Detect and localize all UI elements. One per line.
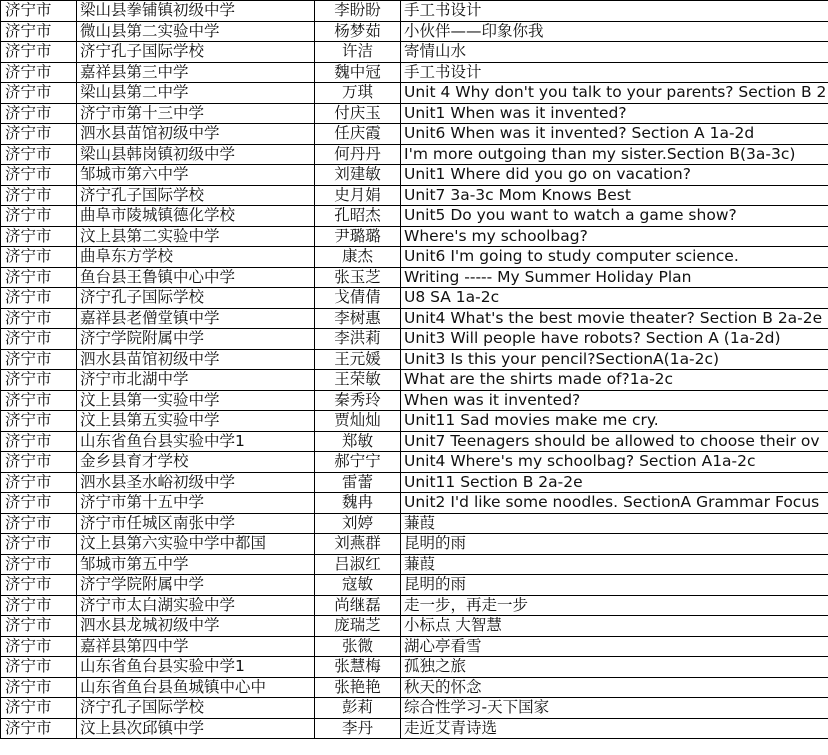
teacher-name-cell: 王元媛	[315, 349, 401, 370]
teacher-name-cell: 刘婷	[315, 513, 401, 534]
school-cell: 汶上县次邱镇中学	[77, 718, 315, 739]
lesson-title-cell: When was it invented?	[401, 390, 828, 411]
lesson-title-cell: Unit7 3a-3c Mom Knows Best	[401, 185, 828, 206]
table-row	[1, 103, 828, 124]
teacher-name-cell: 张艳艳	[315, 677, 401, 698]
teacher-name-cell: 许洁	[315, 42, 401, 63]
lesson-title-cell: 手工书设计	[401, 1, 828, 22]
lesson-title-cell: 小标点 大智慧	[401, 616, 828, 637]
city-cell: 济宁市	[1, 452, 77, 473]
lesson-title-cell: Unit3 Is this your pencil?SectionA(1a-2c)	[401, 349, 828, 370]
lesson-title-cell: 蒹葭	[401, 554, 828, 575]
city-cell: 济宁市	[1, 288, 77, 309]
school-cell: 济宁孔子国际学校	[77, 698, 315, 719]
city-cell: 济宁市	[1, 472, 77, 493]
lesson-title-cell: 手工书设计	[401, 62, 828, 83]
table-row	[1, 21, 828, 42]
teacher-name-cell: 任庆霞	[315, 124, 401, 145]
school-cell: 微山县第二实验中学	[77, 21, 315, 42]
lesson-title-cell: U8 SA 1a-2c	[401, 288, 828, 309]
school-cell: 嘉祥县第三中学	[77, 62, 315, 83]
city-cell: 济宁市	[1, 370, 77, 391]
teacher-name-cell: 雷蕾	[315, 472, 401, 493]
school-cell: 济宁孔子国际学校	[77, 185, 315, 206]
table-row	[1, 165, 828, 186]
table-row	[1, 513, 828, 534]
school-cell: 泗水县龙城初级中学	[77, 616, 315, 637]
lesson-title-cell: Where's my schoolbag?	[401, 226, 828, 247]
school-cell: 邹城市第五中学	[77, 554, 315, 575]
table-row	[1, 247, 828, 268]
city-cell: 济宁市	[1, 103, 77, 124]
teacher-name-cell: 何丹丹	[315, 144, 401, 165]
lesson-title-cell: 寄情山水	[401, 42, 828, 63]
school-cell: 济宁市第十三中学	[77, 103, 315, 124]
table-row	[1, 226, 828, 247]
city-cell: 济宁市	[1, 513, 77, 534]
city-cell: 济宁市	[1, 144, 77, 165]
school-cell: 泗水县圣水峪初级中学	[77, 472, 315, 493]
lesson-title-cell: Unit2 I'd like some noodles. SectionA Grammar Focus	[401, 493, 828, 514]
school-cell: 梁山县第二中学	[77, 83, 315, 104]
school-cell: 鱼台县王鲁镇中心中学	[77, 267, 315, 288]
lesson-title-cell: I'm more outgoing than my sister.Section B(3a-3c)	[401, 144, 828, 165]
teacher-name-cell: 魏冉	[315, 493, 401, 514]
city-cell: 济宁市	[1, 390, 77, 411]
table-row	[1, 636, 828, 657]
lesson-title-cell: Unit1 When was it invented?	[401, 103, 828, 124]
school-cell: 山东省鱼台县实验中学1	[77, 657, 315, 678]
school-cell: 梁山县拳铺镇初级中学	[77, 1, 315, 22]
table-row	[1, 185, 828, 206]
teacher-name-cell: 尚继磊	[315, 595, 401, 616]
school-cell: 邹城市第六中学	[77, 165, 315, 186]
school-cell: 济宁学院附属中学	[77, 329, 315, 350]
city-cell: 济宁市	[1, 698, 77, 719]
school-cell: 汶上县第一实验中学	[77, 390, 315, 411]
school-cell: 汶上县第五实验中学	[77, 411, 315, 432]
table-row	[1, 493, 828, 514]
lesson-title-cell: 昆明的雨	[401, 534, 828, 555]
lesson-title-cell: Unit 4 Why don't you talk to your parents? Section B 2	[401, 83, 828, 104]
city-cell: 济宁市	[1, 677, 77, 698]
table-row	[1, 390, 828, 411]
lesson-title-cell: What are the shirts made of?1a-2c	[401, 370, 828, 391]
school-cell: 济宁孔子国际学校	[77, 288, 315, 309]
city-cell: 济宁市	[1, 165, 77, 186]
school-cell: 梁山县韩岗镇初级中学	[77, 144, 315, 165]
city-cell: 济宁市	[1, 411, 77, 432]
school-cell: 曲阜东方学校	[77, 247, 315, 268]
table-row	[1, 472, 828, 493]
lesson-title-cell: 小伙伴——印象你我	[401, 21, 828, 42]
city-cell: 济宁市	[1, 42, 77, 63]
table-row	[1, 1, 828, 22]
lesson-title-cell: Unit1 Where did you go on vacation?	[401, 165, 828, 186]
lesson-title-cell: 蒹葭	[401, 513, 828, 534]
school-cell: 济宁市北湖中学	[77, 370, 315, 391]
city-cell: 济宁市	[1, 718, 77, 739]
teacher-name-cell: 贾灿灿	[315, 411, 401, 432]
teacher-name-cell: 李洪莉	[315, 329, 401, 350]
lesson-title-cell: 走近艾青诗选	[401, 718, 828, 739]
school-cell: 济宁市任城区南张中学	[77, 513, 315, 534]
school-cell: 山东省鱼台县实验中学1	[77, 431, 315, 452]
lesson-title-cell: 昆明的雨	[401, 575, 828, 596]
teacher-name-cell: 万琪	[315, 83, 401, 104]
table-row	[1, 62, 828, 83]
teacher-name-cell: 孔昭杰	[315, 206, 401, 227]
teacher-name-cell: 杨梦茹	[315, 21, 401, 42]
school-cell: 山东省鱼台县鱼城镇中心中	[77, 677, 315, 698]
table-row	[1, 267, 828, 288]
lesson-title-cell: Writing ----- My Summer Holiday Plan	[401, 267, 828, 288]
table-row	[1, 677, 828, 698]
school-cell: 泗水县苗馆初级中学	[77, 349, 315, 370]
school-cell: 济宁市第十五中学	[77, 493, 315, 514]
teacher-name-cell: 庞瑞芝	[315, 616, 401, 637]
teacher-name-cell: 刘建敏	[315, 165, 401, 186]
table-row	[1, 575, 828, 596]
teacher-name-cell: 康杰	[315, 247, 401, 268]
teacher-name-cell: 李丹	[315, 718, 401, 739]
school-cell: 济宁市太白湖实验中学	[77, 595, 315, 616]
lesson-title-cell: 走一步，再走一步	[401, 595, 828, 616]
city-cell: 济宁市	[1, 83, 77, 104]
teacher-name-cell: 付庆玉	[315, 103, 401, 124]
table-row	[1, 698, 828, 719]
city-cell: 济宁市	[1, 267, 77, 288]
lesson-title-cell: 综合性学习-天下国家	[401, 698, 828, 719]
table-row	[1, 83, 828, 104]
teacher-name-cell: 王荣敏	[315, 370, 401, 391]
table-row	[1, 431, 828, 452]
teacher-name-cell: 李盼盼	[315, 1, 401, 22]
table-row	[1, 616, 828, 637]
city-cell: 济宁市	[1, 206, 77, 227]
city-cell: 济宁市	[1, 21, 77, 42]
table-row	[1, 206, 828, 227]
teacher-name-cell: 彭莉	[315, 698, 401, 719]
school-cell: 济宁学院附属中学	[77, 575, 315, 596]
city-cell: 济宁市	[1, 554, 77, 575]
table-row	[1, 42, 828, 63]
teacher-name-cell: 寇敏	[315, 575, 401, 596]
teacher-name-cell: 魏中冠	[315, 62, 401, 83]
lesson-title-cell: 秋天的怀念	[401, 677, 828, 698]
city-cell: 济宁市	[1, 247, 77, 268]
lesson-title-cell: Unit11 Section B 2a-2e	[401, 472, 828, 493]
lesson-title-cell: Unit6 I'm going to study computer science.	[401, 247, 828, 268]
city-cell: 济宁市	[1, 431, 77, 452]
lesson-title-cell: Unit3 Will people have robots? Section A (1a-2d)	[401, 329, 828, 350]
table-row	[1, 349, 828, 370]
table-row	[1, 124, 828, 145]
teacher-name-cell: 戈倩倩	[315, 288, 401, 309]
city-cell: 济宁市	[1, 329, 77, 350]
table-row	[1, 554, 828, 575]
lesson-title-cell: Unit6 When was it invented? Section A 1a-2d	[401, 124, 828, 145]
school-cell: 曲阜市陵城镇德化学校	[77, 206, 315, 227]
city-cell: 济宁市	[1, 493, 77, 514]
city-cell: 济宁市	[1, 534, 77, 555]
city-cell: 济宁市	[1, 349, 77, 370]
table-row	[1, 329, 828, 350]
school-cell: 汶上县第六实验中学中都国	[77, 534, 315, 555]
table-row	[1, 308, 828, 329]
lesson-title-cell: 孤独之旅	[401, 657, 828, 678]
teacher-name-cell: 李树惠	[315, 308, 401, 329]
city-cell: 济宁市	[1, 616, 77, 637]
city-cell: 济宁市	[1, 308, 77, 329]
table-row	[1, 411, 828, 432]
lesson-title-cell: Unit7 Teenagers should be allowed to choose their ov	[401, 431, 828, 452]
teacher-name-cell: 张微	[315, 636, 401, 657]
lesson-title-cell: Unit4 Where's my schoolbag? Section A1a-2c	[401, 452, 828, 473]
table-row	[1, 595, 828, 616]
teacher-name-cell: 张慧梅	[315, 657, 401, 678]
table-row	[1, 718, 828, 739]
school-cell: 泗水县苗馆初级中学	[77, 124, 315, 145]
table-row	[1, 657, 828, 678]
teacher-name-cell: 郝宁宁	[315, 452, 401, 473]
city-cell: 济宁市	[1, 62, 77, 83]
city-cell: 济宁市	[1, 124, 77, 145]
table-row	[1, 288, 828, 309]
table-row	[1, 370, 828, 391]
city-cell: 济宁市	[1, 1, 77, 22]
lesson-title-cell: 湖心亭看雪	[401, 636, 828, 657]
city-cell: 济宁市	[1, 575, 77, 596]
teacher-name-cell: 张玉芝	[315, 267, 401, 288]
table-row	[1, 534, 828, 555]
city-cell: 济宁市	[1, 185, 77, 206]
lesson-title-cell: Unit5 Do you want to watch a game show?	[401, 206, 828, 227]
school-cell: 嘉祥县第四中学	[77, 636, 315, 657]
school-cell: 济宁孔子国际学校	[77, 42, 315, 63]
city-cell: 济宁市	[1, 657, 77, 678]
teacher-name-cell: 郑敏	[315, 431, 401, 452]
school-cell: 汶上县第二实验中学	[77, 226, 315, 247]
table-body	[1, 1, 828, 739]
table-row	[1, 452, 828, 473]
lesson-title-cell: Unit11 Sad movies make me cry.	[401, 411, 828, 432]
teacher-name-cell: 尹璐璐	[315, 226, 401, 247]
teacher-name-cell: 史月娟	[315, 185, 401, 206]
city-cell: 济宁市	[1, 636, 77, 657]
teacher-name-cell: 秦秀玲	[315, 390, 401, 411]
city-cell: 济宁市	[1, 595, 77, 616]
school-cell: 嘉祥县老僧堂镇中学	[77, 308, 315, 329]
table-row	[1, 144, 828, 165]
teacher-name-cell: 刘燕群	[315, 534, 401, 555]
city-cell: 济宁市	[1, 226, 77, 247]
teacher-name-cell: 吕淑红	[315, 554, 401, 575]
lesson-title-cell: Unit4 What's the best movie theater? Section B 2a-2e	[401, 308, 828, 329]
school-cell: 金乡县育才学校	[77, 452, 315, 473]
